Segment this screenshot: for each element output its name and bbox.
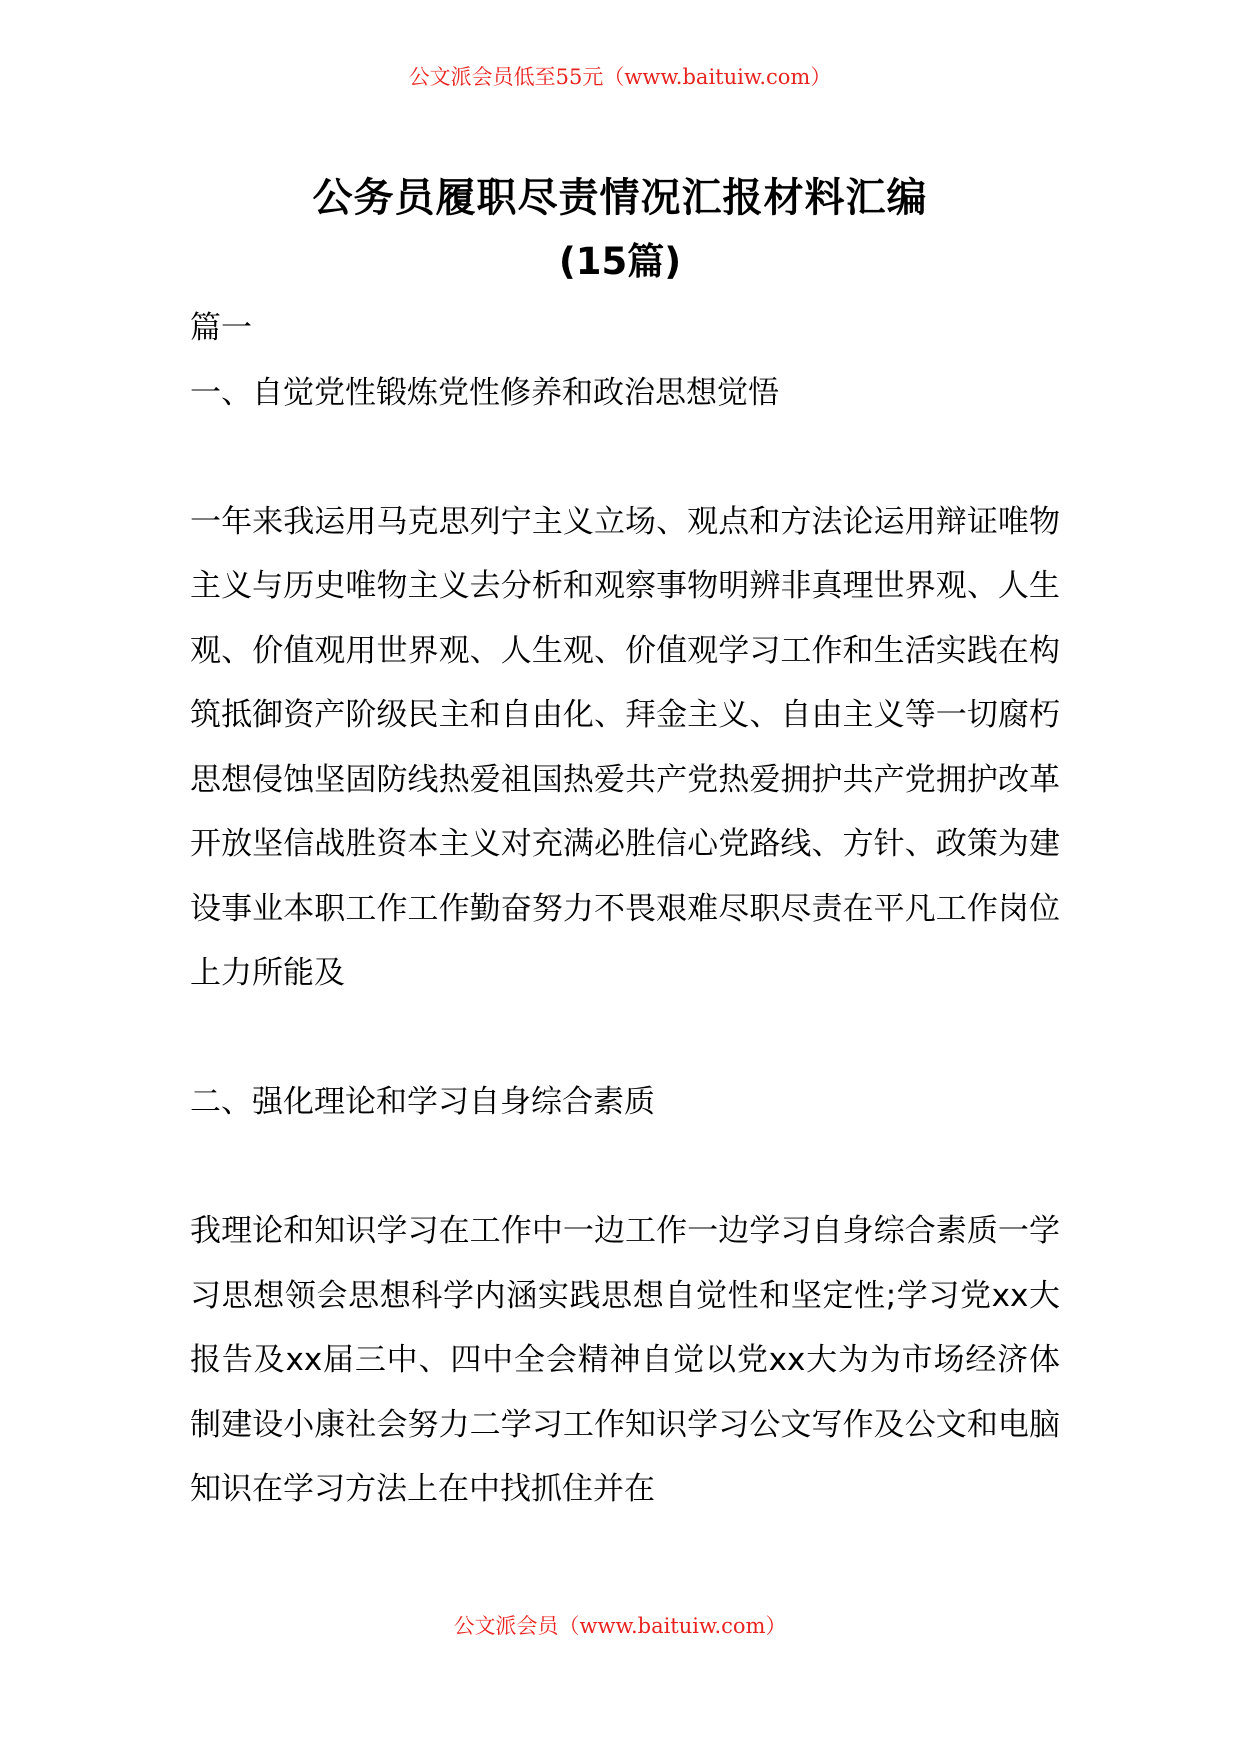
footer-promo-link[interactable]: 公文派会员（www.baituiw.com） [453, 1614, 787, 1638]
header-promo-link[interactable]: 公文派会员低至55元（www.baituiw.com） [408, 65, 832, 89]
section-1-paragraph: 一年来我运用马克思列宁主义立场、观点和方法论运用辩证唯物主义与历史唯物主义去分析和观察事物明辨非真理世界观、人生观、价值观用世界观、人生观、价值观学习工作和生活实践在构筑抵御资产阶级民主和自由化、拜金主义、自由主义等一切腐朽思想侵蚀坚固防线热爱祖国热爱共产党热爱拥护共产党拥护改革开放坚信战胜资本主义对充满必胜信心党路线、方针、政策为建设事业本职工作工作勤奋努力不畏艰难尽职尽责在平凡工作岗位上力所能及 [190, 503, 1060, 991]
document-title: 公务员履职尽责情况汇报材料汇编 [312, 175, 928, 221]
document-body [190, 296, 1060, 1522]
blank-line [190, 1006, 1060, 1071]
section-2-paragraph: 我理论和知识学习在工作中一边工作一边学习自身综合素质一学习思想领会思想科学内涵实践思想自觉性和坚定性;学习党xx大报告及xx届三中、四中全会精神自觉以党xx大为为市场经济体制建设小康社会努力二学习工作知识学习公文写作及公文和电脑知识在学习方法上在中找抓住并在 [190, 1213, 1060, 1507]
blank-line [190, 425, 1060, 490]
section-2-heading: 二、强化理论和学习自身综合素质 [190, 1084, 655, 1120]
section-1-heading: 一、自觉党性锻炼党性修养和政治思想觉悟 [190, 374, 779, 411]
article-label: 篇一 [190, 310, 252, 346]
document-subtitle: (15篇) [558, 240, 682, 283]
blank-line [190, 1135, 1060, 1200]
